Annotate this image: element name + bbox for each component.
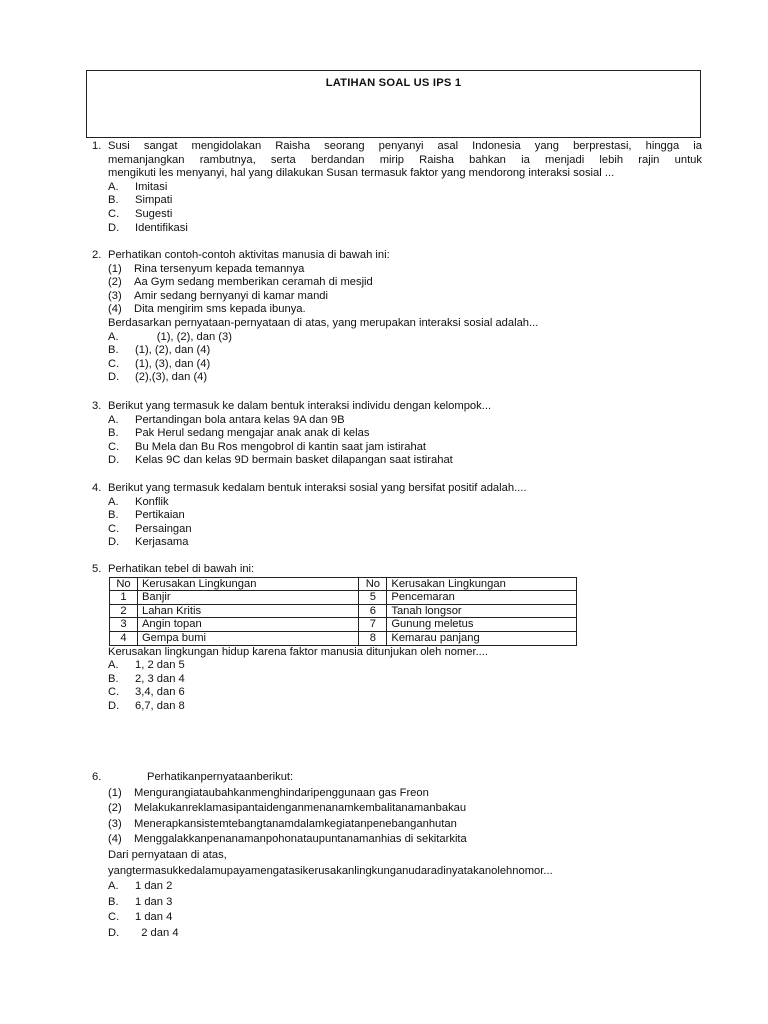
damage-table [109, 577, 577, 646]
option-text: 2 dan 4 [135, 926, 179, 939]
option-c [108, 358, 702, 372]
table-cell: Lahan Kritis [137, 604, 358, 618]
statement-4 [108, 303, 702, 317]
question-5 [92, 563, 702, 714]
question-6-stem [92, 770, 702, 786]
option-text: Konflik [135, 495, 169, 508]
statement-text: Menerapkansistemtebangtanamdalamkegiatanpenebanganhutan [134, 817, 457, 830]
question-number: 3. [92, 400, 102, 412]
option-letter: B. [108, 194, 119, 207]
option-c [108, 686, 702, 700]
question-6-prompt-line-1: Dari pernyataan di atas, [108, 848, 227, 861]
statement-text: Aa Gym sedang memberikan ceramah di mesjid [134, 276, 373, 289]
statement-number: (3) [108, 289, 122, 302]
option-text: 1 dan 4 [135, 911, 173, 924]
table-cell: Banjir [137, 591, 358, 605]
statement-text: Menggalakkanpenanamanpohonataupuntanamanhias di sekitarkita [134, 833, 467, 846]
option-letter: C. [108, 357, 120, 370]
option-c [108, 441, 702, 455]
question-text: memanjangkan rambutnya, serta berdandan mirip Raisha bahkan ia menjadi lebih rajin untuk [108, 153, 702, 166]
question-3-stem [92, 400, 702, 414]
question-5-prompt: Kerusakan lingkungan hidup karena faktor manusia ditunjukan oleh nomer.... [108, 645, 488, 658]
option-a [108, 496, 702, 510]
option-text: Kerjasama [135, 536, 189, 549]
option-text: Bu Mela dan Bu Ros mengobrol di kantin saat jam istirahat [135, 440, 427, 453]
option-letter: B. [108, 344, 119, 357]
statement-number: (4) [108, 833, 122, 846]
table-cell: Gempa bumi [137, 631, 358, 645]
table-cell: Angin topan [137, 618, 358, 632]
option-text: (1), (3), dan (4) [135, 357, 211, 370]
table-header-cell: No [359, 577, 387, 591]
question-1-line-2 [92, 154, 702, 168]
statement-number: (4) [108, 303, 122, 316]
option-letter: A. [108, 495, 119, 508]
statement-number: (2) [108, 276, 122, 289]
option-text: 1 dan 3 [135, 895, 173, 908]
option-text: Persaingan [135, 522, 192, 535]
option-text: (2),(3), dan (4) [135, 371, 208, 384]
statement-text: Melakukanreklamasipantaidenganmenanamkembalitanamanbakau [134, 802, 467, 815]
option-a [108, 659, 702, 673]
option-c [108, 208, 702, 222]
table-cell: Pencemaran [387, 591, 577, 605]
question-text: Perhatikan contoh-contoh aktivitas manusia di bawah ini: [108, 249, 390, 261]
question-2-prompt: Berdasarkan pernyataan-pernyataan di atas, yang merupakan interaksi sosial adalah... [108, 316, 539, 329]
table-header-cell: Kerusakan Lingkungan [387, 577, 577, 591]
option-letter: B. [108, 509, 119, 522]
statement-text: Dita mengirim sms kepada ibunya. [134, 303, 306, 316]
option-b [108, 194, 702, 208]
option-text: Pertandingan bola antara kelas 9A dan 9B [135, 413, 345, 426]
header-box [86, 70, 701, 138]
option-a [108, 879, 702, 895]
statement-3 [108, 817, 702, 833]
option-c [108, 910, 702, 926]
statement-text: Mengurangiataubahkanmenghindaripenggunaan gas Freon [134, 786, 429, 799]
statement-number: (3) [108, 817, 122, 830]
option-letter: C. [108, 911, 120, 924]
table-row [110, 604, 577, 618]
option-b [108, 427, 702, 441]
question-1-line-1 [92, 140, 702, 154]
option-letter: C. [108, 207, 120, 220]
question-4 [92, 482, 702, 550]
question-3 [92, 400, 702, 468]
question-number: 4. [92, 482, 102, 494]
table-cell: Gunung meletus [387, 618, 577, 632]
option-letter: D. [108, 536, 120, 549]
table-row [110, 618, 577, 632]
question-number: 5. [92, 563, 102, 575]
option-text: 1 dan 2 [135, 880, 173, 893]
question-text: Perhatikan tebel di bawah ini: [108, 563, 255, 575]
option-text: Pak Herul sedang mengajar anak anak di kelas [135, 427, 370, 440]
table-cell: Kemarau panjang [387, 631, 577, 645]
option-b [108, 344, 702, 358]
option-text: Simpati [135, 194, 173, 207]
question-1-line-3 [92, 167, 702, 181]
option-d [108, 454, 702, 468]
table-cell: 3 [110, 618, 138, 632]
question-text: Berikut yang termasuk ke dalam bentuk interaksi individu dengan kelompok... [108, 400, 492, 412]
option-letter: A. [108, 413, 119, 426]
page-title: LATIHAN SOAL US IPS 1 [325, 77, 462, 89]
option-text: Identifikasi [135, 221, 188, 234]
table-header-row [110, 577, 577, 591]
question-text: Susi sangat mengidolakan Raisha seorang penyanyi asal Indonesia yang berprestasi, hingga ia [108, 140, 702, 152]
statement-number: (2) [108, 802, 122, 815]
option-text: 6,7, dan 8 [135, 699, 185, 712]
option-letter: A. [108, 659, 119, 672]
option-text: 1, 2 dan 5 [135, 659, 185, 672]
table-row [110, 631, 577, 645]
question-6 [92, 770, 702, 942]
option-letter: A. [108, 880, 119, 893]
option-d [108, 371, 702, 385]
table-cell: 8 [359, 631, 387, 645]
question-5-stem [92, 563, 702, 577]
option-letter: D. [108, 926, 120, 939]
statement-4 [108, 832, 702, 848]
statement-text: Rina tersenyum kepada temannya [134, 262, 305, 275]
statement-1 [108, 786, 702, 802]
statement-text: Amir sedang bernyanyi di kamar mandi [134, 289, 329, 302]
question-number: 6. [92, 771, 102, 783]
option-letter: B. [108, 895, 119, 908]
statement-1 [108, 263, 702, 277]
option-text: (1), (2), dan (3) [135, 330, 232, 343]
option-letter: A. [108, 180, 119, 193]
option-letter: D. [108, 371, 120, 384]
table-cell: 5 [359, 591, 387, 605]
table-cell: 7 [359, 618, 387, 632]
option-text: 2, 3 dan 4 [135, 672, 185, 685]
option-d [108, 536, 702, 550]
option-letter: A. [108, 330, 119, 343]
question-6-prompt-line-2: yangtermasukkedalamupayamengatasikerusakanlingkunganudaradinyatakanolehnomor... [108, 864, 553, 877]
statement-2 [108, 801, 702, 817]
table-cell: Tanah longsor [387, 604, 577, 618]
option-d [108, 926, 702, 942]
option-text: 3,4, dan 6 [135, 686, 185, 699]
question-text: Berikut yang termasuk kedalam bentuk interaksi sosial yang bersifat positif adalah.... [108, 482, 527, 494]
option-letter: D. [108, 221, 120, 234]
question-1 [92, 140, 702, 235]
table-row [110, 591, 577, 605]
option-text: Sugesti [135, 207, 173, 220]
option-a [108, 181, 702, 195]
option-text: Imitasi [135, 180, 168, 193]
option-letter: D. [108, 699, 120, 712]
table-cell: 4 [110, 631, 138, 645]
option-a [108, 414, 702, 428]
option-a [108, 331, 702, 345]
table-cell: 6 [359, 604, 387, 618]
question-2 [92, 249, 702, 385]
option-b [108, 509, 702, 523]
question-number: 2. [92, 249, 102, 261]
question-text: Perhatikanpernyataanberikut: [147, 771, 294, 783]
table-header-cell: Kerusakan Lingkungan [137, 577, 358, 591]
option-text: Kelas 9C dan kelas 9D bermain basket dilapangan saat istirahat [135, 454, 453, 467]
option-text: Pertikaian [135, 509, 185, 522]
statement-number: (1) [108, 786, 122, 799]
option-letter: B. [108, 672, 119, 685]
statement-2 [108, 276, 702, 290]
option-b [108, 673, 702, 687]
option-letter: D. [108, 454, 120, 467]
table-header-cell: No [110, 577, 138, 591]
option-letter: B. [108, 427, 119, 440]
statement-3 [108, 290, 702, 304]
option-letter: C. [108, 440, 120, 453]
option-d [108, 700, 702, 714]
option-b [108, 895, 702, 911]
option-letter: C. [108, 686, 120, 699]
question-text: mengikuti les menyanyi, hal yang dilakukan Susan termasuk faktor yang mendorong interaksi sosial ... [108, 167, 615, 180]
question-2-stem [92, 249, 702, 263]
option-c [108, 523, 702, 537]
question-4-stem [92, 482, 702, 496]
statement-number: (1) [108, 262, 122, 275]
option-d [108, 222, 702, 236]
option-text: (1), (2), dan (4) [135, 344, 211, 357]
table-cell: 2 [110, 604, 138, 618]
table-cell: 1 [110, 591, 138, 605]
question-number: 1. [92, 140, 102, 152]
option-letter: C. [108, 522, 120, 535]
